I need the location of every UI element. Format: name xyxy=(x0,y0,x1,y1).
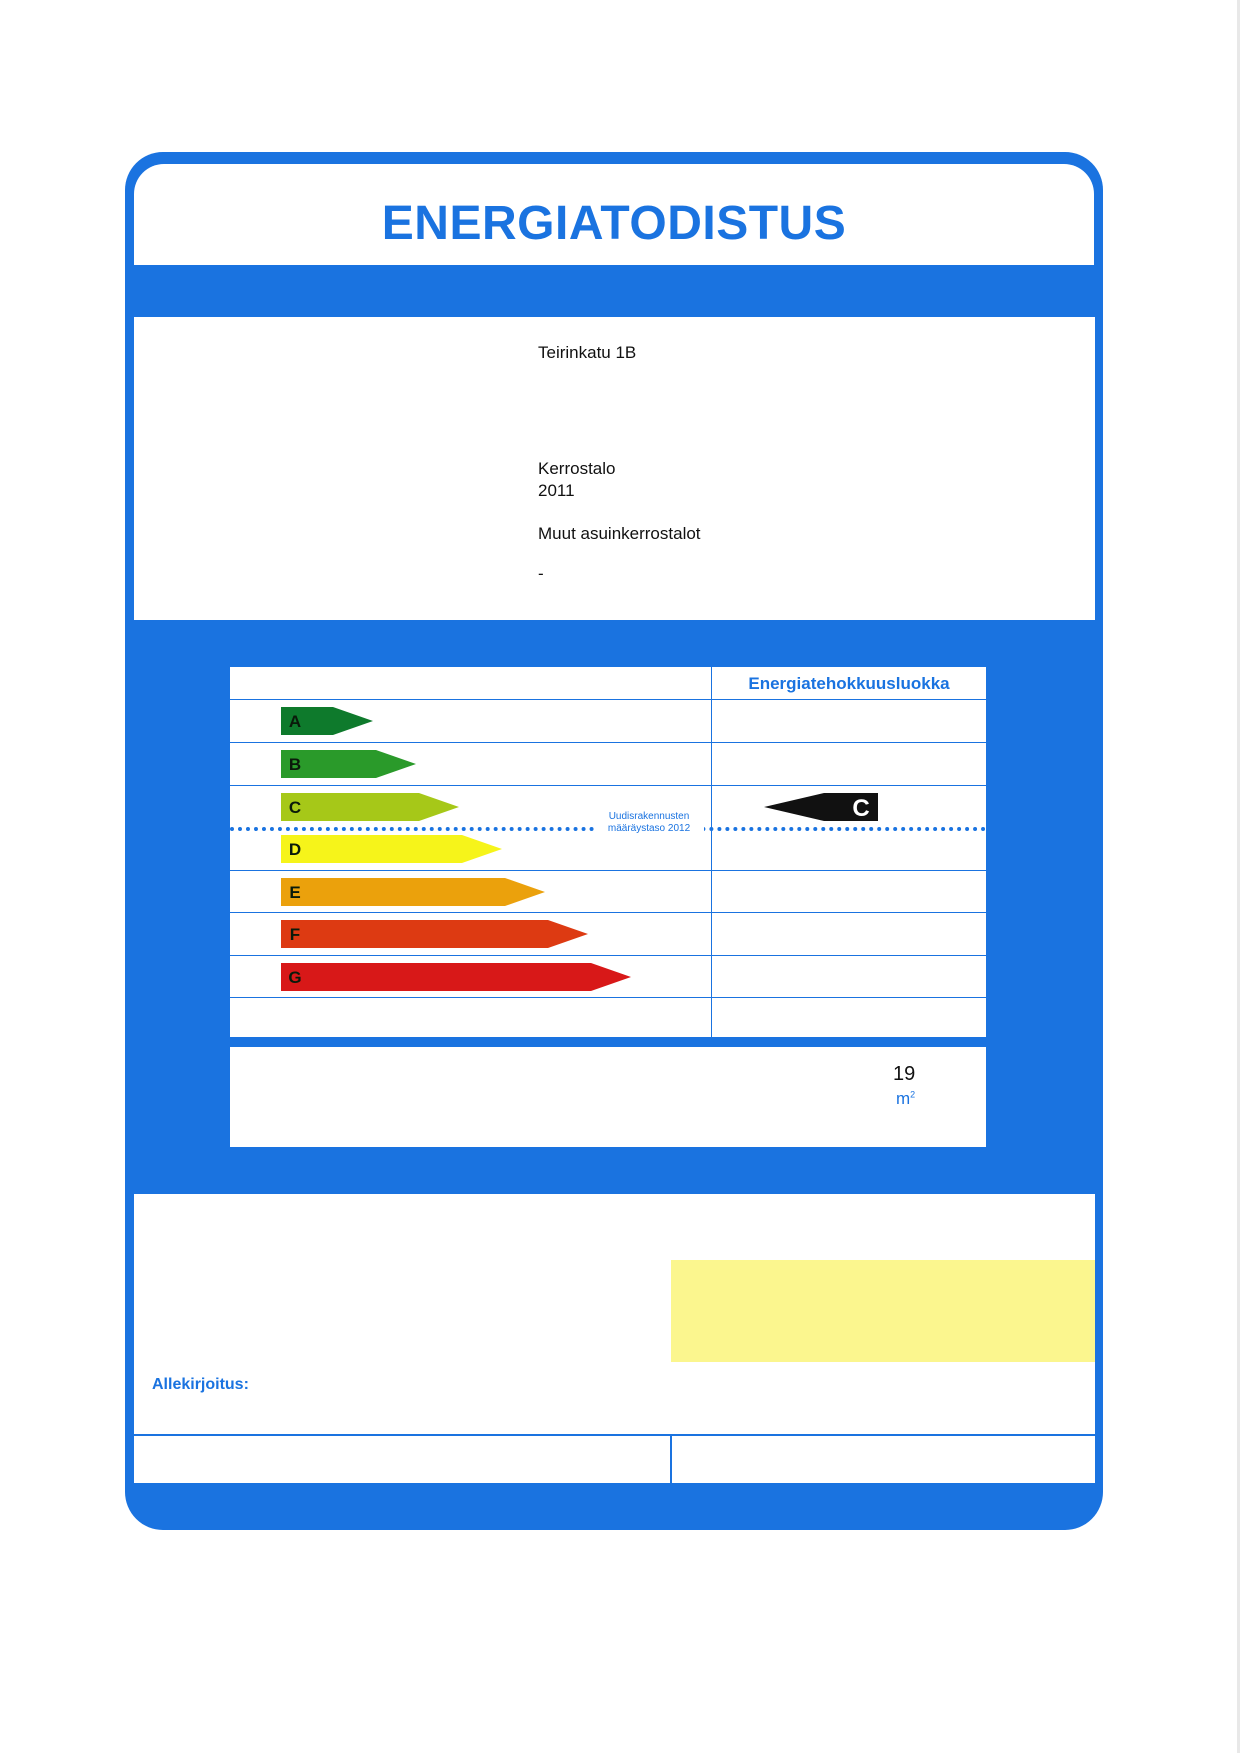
energy-class-a-arrow xyxy=(281,707,373,735)
energy-class-e-arrow xyxy=(281,878,545,906)
result-class-arrow xyxy=(764,793,878,822)
energy-class-b-arrow xyxy=(281,750,416,778)
energy-class-letter: C xyxy=(288,798,302,817)
arrow-shape xyxy=(281,878,545,906)
arrow-shape xyxy=(281,920,588,948)
reference-label-line1: Uudisrakennusten xyxy=(608,811,690,822)
energy-class-letter: G xyxy=(288,968,302,987)
completion-year-value: 2011 xyxy=(538,481,575,500)
property-info-panel xyxy=(134,317,1095,620)
document-title: ENERGIATODISTUS xyxy=(381,197,847,250)
area-unit xyxy=(896,1089,915,1109)
signature-panel xyxy=(134,1194,1095,1483)
unit-base: m xyxy=(896,1089,911,1108)
arrow-shape xyxy=(281,750,416,778)
energy-class-g-arrow xyxy=(281,963,631,991)
arrow-shape xyxy=(281,963,631,991)
building-type-value: Kerrostalo xyxy=(538,459,616,478)
energy-class-letter: D xyxy=(288,840,302,859)
arrow-shape xyxy=(281,793,459,821)
energy-class-column-header: Energiatehokkuusluokka xyxy=(748,674,950,693)
energy-class-d-arrow xyxy=(281,835,502,863)
arrow-shape xyxy=(281,835,502,863)
footer-column-divider xyxy=(670,1435,672,1483)
extra-value: - xyxy=(538,564,544,583)
area-value: 19 xyxy=(893,1063,916,1085)
certificate-frame xyxy=(125,152,1103,1530)
result-marker xyxy=(712,667,986,1037)
title-panel xyxy=(134,164,1094,265)
highlight-box xyxy=(671,1260,1095,1362)
address-value: Teirinkatu 1B xyxy=(538,343,637,362)
energy-class-letter: E xyxy=(289,883,301,902)
result-class-letter: C xyxy=(852,795,870,822)
energy-rating-table xyxy=(230,667,986,1037)
signature-label: Allekirjoitus: xyxy=(152,1376,249,1393)
unit-superscript: 2 xyxy=(910,1089,916,1100)
energy-class-c-arrow xyxy=(281,793,459,821)
signature-divider xyxy=(134,1434,1095,1436)
energy-value-panel xyxy=(230,1047,986,1147)
energy-class-scale xyxy=(230,667,710,1037)
energy-class-f-arrow xyxy=(281,920,588,948)
reference-label-line2: määräystaso 2012 xyxy=(607,823,691,834)
energy-class-letter: B xyxy=(288,755,302,774)
energy-class-letter: F xyxy=(289,925,301,944)
usage-category-value: Muut asuinkerrostalot xyxy=(538,524,701,543)
energy-class-letter: A xyxy=(288,712,302,731)
